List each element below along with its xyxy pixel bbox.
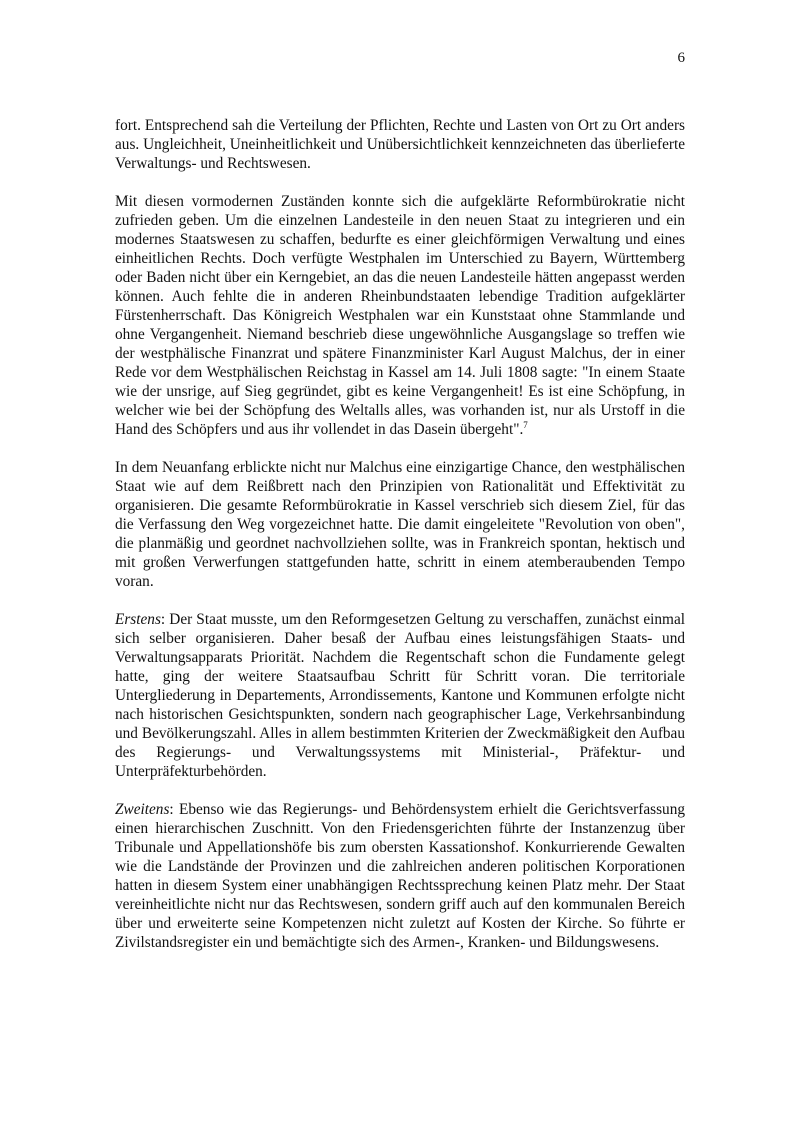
paragraph-2-text: Mit diesen vormodernen Zuständen konnte sich die aufgeklärte Reformbürokratie nicht zufrieden geben. Um die einzelnen Landesteile in den neuen Staat zu integrieren und ein modernes Staatswesen zu schaffen, bedurfte es einer gleichförmigen Verwaltung und eines einheitlichen Rechts. Doch verfügte Westphalen im Unterschied zu Bayern, Württemberg oder Baden nicht über ein Kerngebiet, an das die neuen Landesteile hätten angepasst werden können. Auch fehlte die in anderen Rheinbundstaaten lebendige Tradition aufgeklärter Fürstenherrschaft. Das Königreich Westphalen war ein Kunststaat ohne Stammlande und ohne Vergangenheit. Niemand beschrieb diese ungewöhnliche Ausgangslage so treffen wie der westphälische Finanzrat und spätere Finanzminister Karl August Malchus, der in einer Rede vor dem Westphälischen Reichstag in Kassel am 14. Juli 1808 sagte: "In einem Staate wie der unsrige, auf Sieg gegründet, gibt es keine Vergangenheit! Es ist eine Schöpfung, in welcher wie bei der Schöpfung des Weltalls alles, was vorhanden ist, nur als Urstoff in die Hand des Schöpfers und aus ihr vollendet in das Dasein übergeht".	[115, 193, 685, 438]
page-number: 6	[677, 50, 685, 66]
footnote-marker: 7	[523, 419, 528, 430]
paragraph-4-lead: Erstens	[115, 611, 161, 628]
paragraph-5-text: : Ebenso wie das Regierungs- und Behördensystem erhielt die Gerichtsverfassung einen hierarchischen Zuschnitt. Von den Friedensgerichten führte der Instanzenzug über Tribunale und Appellationshöfe bis zum obersten Kassationshof. Konkurrierende Gewalten wie die Landstände der Provinzen und die zahlreichen anderen politischen Korporationen hatten in diesem System einer unabhängigen Rechtssprechung keinen Platz mehr. Der Staat vereinheitlichte nicht nur das Rechtswesen, sondern griff auch auf den kommunalen Bereich über und erweiterte seine Kompetenzen nicht zuletzt auf Kosten der Kirche. So führte er Zivilstandsregister ein und bemächtigte sich des Armen-, Kranken- und Bildungswesens.	[115, 801, 685, 951]
paragraph-2	[115, 192, 685, 439]
paragraph-3-text: In dem Neuanfang erblickte nicht nur Malchus eine einzigartige Chance, den westphälischen Staat wie auf dem Reißbrett nach den Prinzipien von Rationalität und Effektivität zu organisieren. Die gesamte Reformbürokratie in Kassel verschrieb sich diesem Ziel, für das die Verfassung den Weg vorgezeichnet hatte. Die damit eingeleitete "Revolution von oben", die planmäßig und geordnet nachvollziehen sollte, was in Frankreich spontan, hektisch und mit großen Verwerfungen stattgefunden hatte, schritt in einem atemberaubenden Tempo voran.	[115, 459, 685, 590]
paragraph-4-text: : Der Staat musste, um den Reformgesetzen Geltung zu verschaffen, zunächst einmal sich selber organisieren. Daher besaß der Aufbau eines leistungsfähigen Staats- und Verwaltungsapparats Priorität. Nachdem die Regentschaft schon die Fundamente gelegt hatte, ging der weitere Staatsaufbau Schritt für Schritt voran. Die territoriale Untergliederung in Departements, Arrondissements, Kantone und Kommunen erfolgte nicht nach historischen Gesichtspunkten, sondern nach geographischer Lage, Verkehrsanbindung und Bevölkerungszahl. Alles in allem bestimmten Kriterien der Zweckmäßigkeit den Aufbau des Regierungs- und Verwaltungssystems mit Ministerial-, Präfektur- und Unterpräfekturbehörden.	[115, 611, 685, 780]
paragraph-5	[115, 800, 685, 952]
paragraph-5-lead: Zweitens	[115, 801, 170, 818]
paragraph-4	[115, 610, 685, 781]
paragraph-1	[115, 116, 685, 173]
paragraph-3	[115, 458, 685, 591]
paragraph-1-text: fort. Entsprechend sah die Verteilung der Pflichten, Rechte und Lasten von Ort zu Ort anders aus. Ungleichheit, Uneinheitlichkeit und Unübersichtlichkeit kennzeichneten das überlieferte Verwaltungs- und Rechtswesen.	[115, 117, 685, 172]
body-text	[115, 116, 685, 952]
